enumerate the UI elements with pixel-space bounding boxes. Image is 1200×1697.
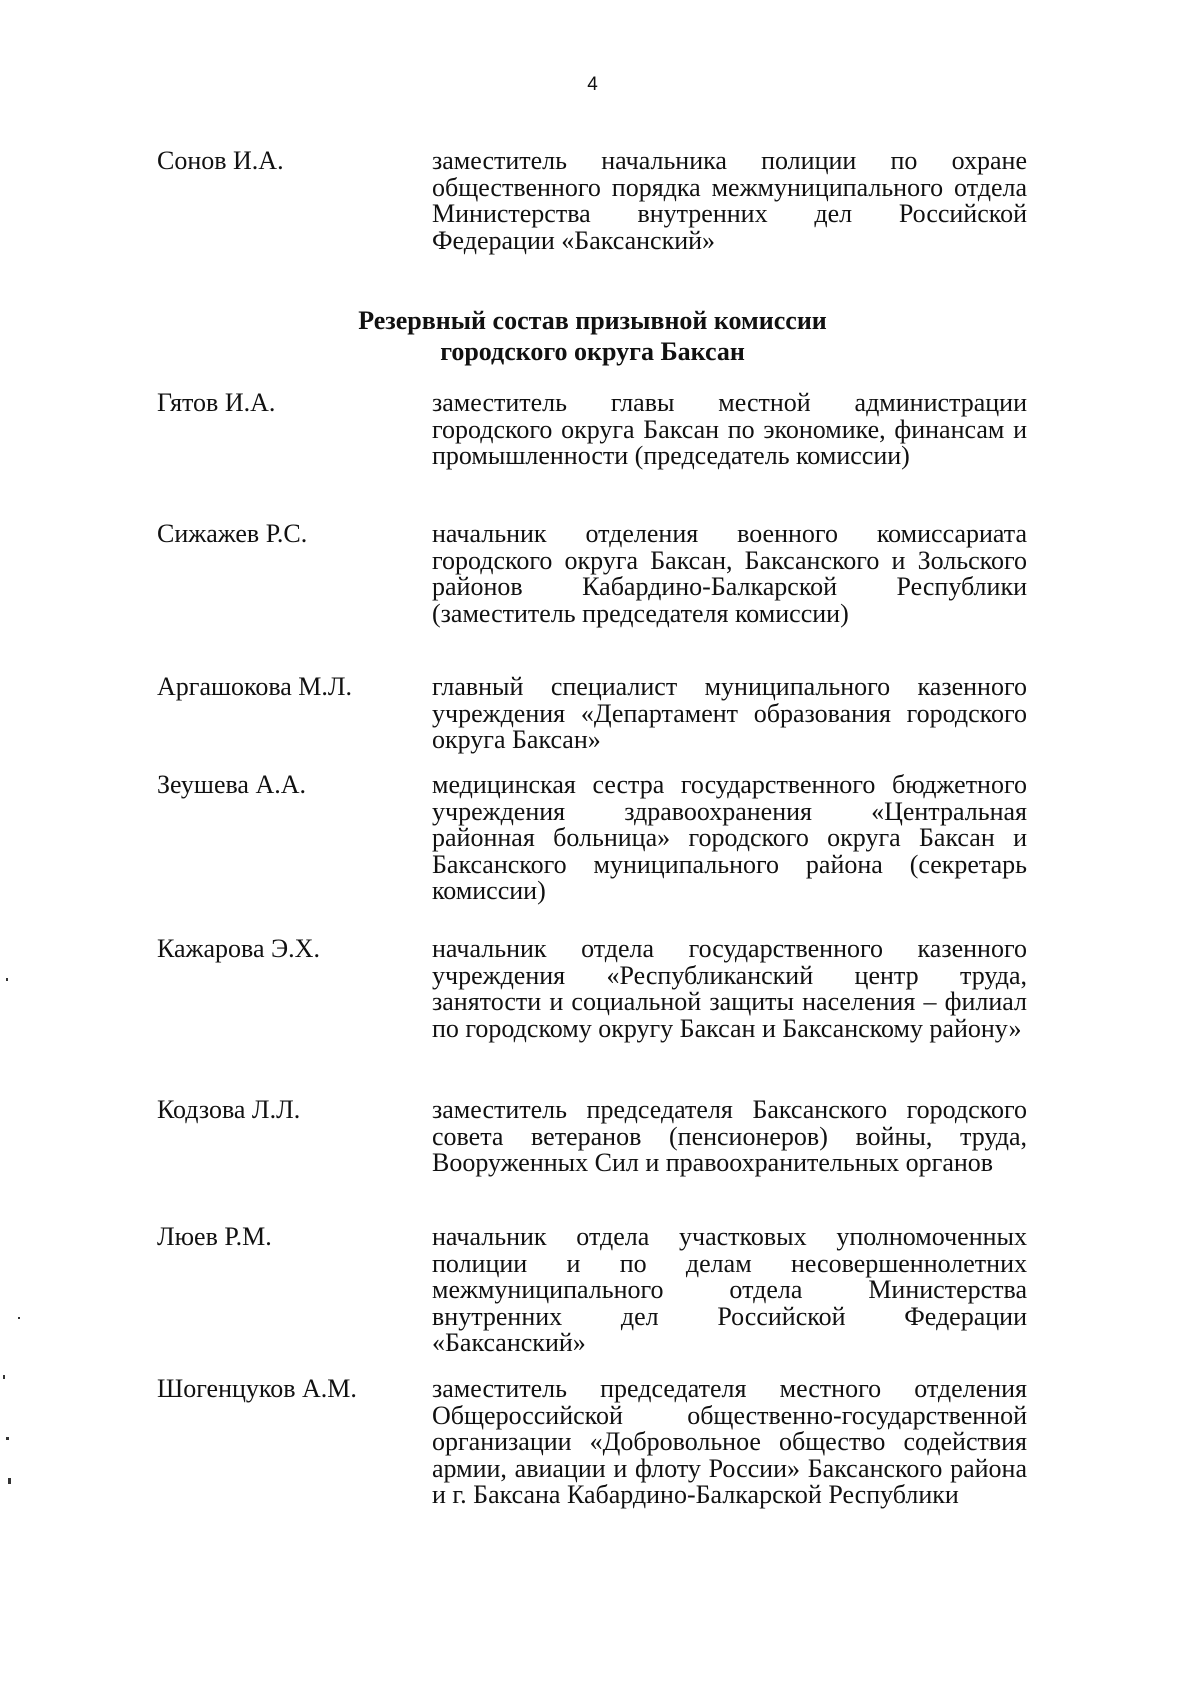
member-description: начальник отдела участковых уполномоченных полиции и по делам несовершеннолетних межмуниципального отдела Министерства внутренних дел Российской Федерации «Баксанский»: [432, 1222, 1027, 1357]
scan-artifact: [3, 1375, 5, 1379]
member-description: заместитель главы местной администрации городского округа Баксан по экономике, финансам и промышленности (председатель комиссии): [432, 388, 1027, 470]
member-name: Сижажев Р.С.: [157, 519, 308, 548]
member-name: Зеушева А.А.: [157, 770, 307, 799]
section-heading-line-1: Резервный состав призывной комиссии: [358, 306, 827, 335]
member-description: главный специалист муниципального казенного учреждения «Департамент образования городского округа Баксан»: [432, 672, 1027, 754]
scan-artifact: [18, 1317, 20, 1319]
member-description: заместитель начальника полиции по охране общественного порядка межмуниципального отдела Министерства внутренних дел Российской Федерации «Баксанский»: [432, 146, 1027, 255]
scan-artifact: [8, 1478, 11, 1484]
section-heading: [0, 305, 1185, 367]
page-number: 4: [587, 74, 598, 95]
member-name: Аргашокова М.Л.: [157, 672, 353, 701]
member-description: начальник отделения военного комиссариата городского округа Баксан, Баксанского и Зольского районов Кабардино-Балкарской Республики (заместитель председателя комиссии): [432, 519, 1027, 628]
member-description: начальник отдела государственного казенного учреждения «Республиканский центр труда, занятости и социальной защиты населения – филиал по городскому округу Баксан и Баксанскому району»: [432, 934, 1027, 1043]
scan-artifact: [6, 978, 8, 981]
member-name: Сонов И.А.: [157, 146, 284, 175]
member-name: Кодзова Л.Л.: [157, 1095, 301, 1124]
section-heading-line-2: городского округа Баксан: [440, 337, 745, 366]
member-description: медицинская сестра государственного бюджетного учреждения здравоохранения «Центральная районная больница» городского округа Баксан и Баксанского муниципального района (секретарь комиссии): [432, 770, 1027, 905]
member-name: Гятов И.А.: [157, 388, 276, 417]
member-name: Кажарова Э.Х.: [157, 934, 320, 963]
member-description: заместитель председателя местного отделения Общероссийской общественно-государственной организации «Добровольное общество содействия армии, авиации и флоту России» Баксанского района и г. Баксана Кабардино-Балкарской Республики: [432, 1374, 1027, 1509]
member-description: заместитель председателя Баксанского городского совета ветеранов (пенсионеров) войны, труда, Вооруженных Сил и правоохранительных органов: [432, 1095, 1027, 1177]
member-name: Шогенцуков А.М.: [157, 1374, 357, 1403]
member-name: Люев Р.М.: [157, 1222, 272, 1251]
scan-artifact: [6, 1437, 9, 1440]
